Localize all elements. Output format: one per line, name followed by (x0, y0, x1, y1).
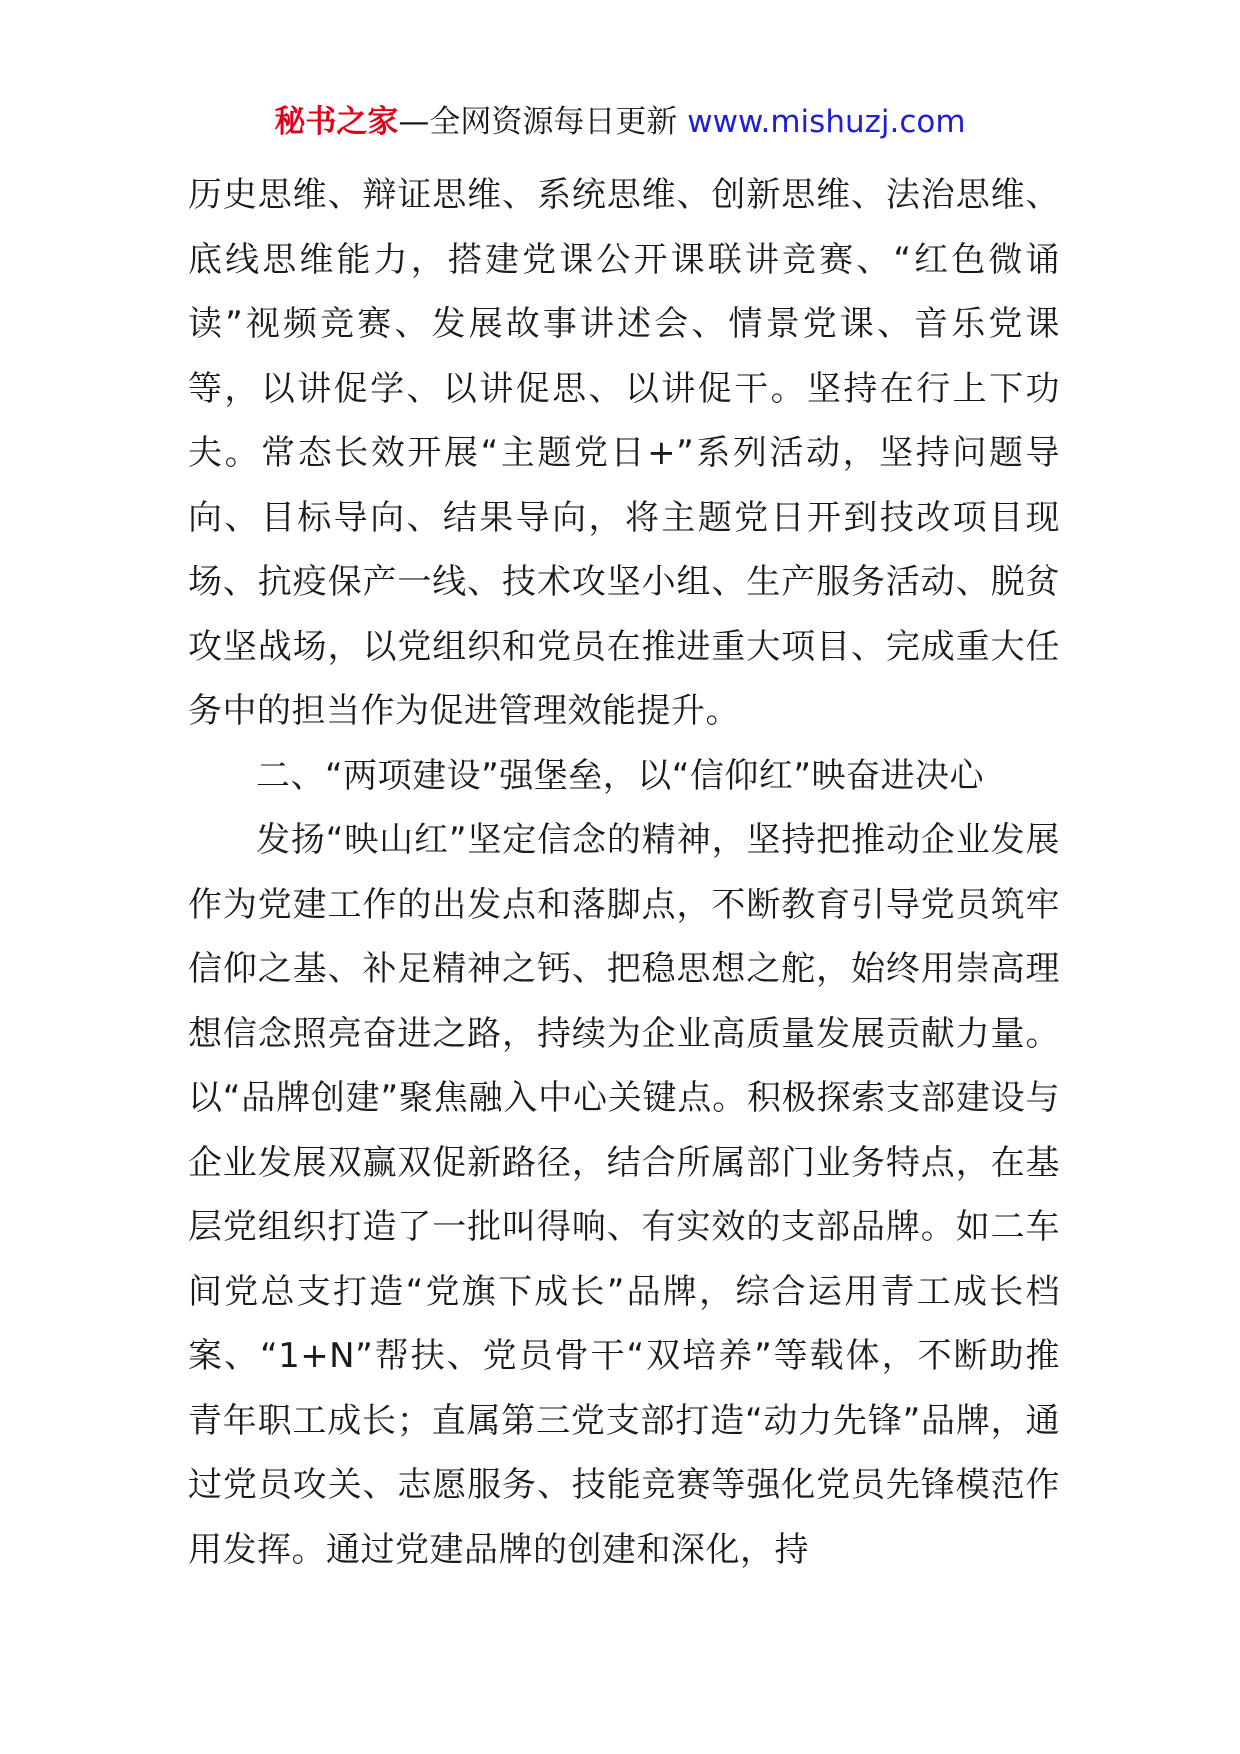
site-brand: 秘书之家 (274, 104, 399, 140)
site-url[interactable]: www.mishuzj.com (687, 104, 966, 140)
page-header (0, 102, 1240, 142)
document-body (188, 163, 1060, 1582)
body-paragraph: 历史思维、辩证思维、系统思维、创新思维、法治思维、底线思维能力，搭建党课公开课联讲竞赛、“红色微诵读”视频竞赛、发展故事讲述会、情景党课、音乐党课等，以讲促学、以讲促思、以讲促干。坚持在行上下功夫。常态长效开展“主题党日+”系列活动，坚持问题导向、目标导向、结果导向，将主题党日开到技改项目现场、抗疫保产一线、技术攻坚小组、生产服务活动、脱贫攻坚战场，以党组织和党员在推进重大项目、完成重大任务中的担当作为促进管理效能提升。 (188, 175, 1060, 731)
body-paragraph: 发扬“映山红”坚定信念的精神，坚持把推动企业发展作为党建工作的出发点和落脚点，不断教育引导党员筑牢信仰之基、补足精神之钙、把稳思想之舵，始终用崇高理想信念照亮奋进之路，持续为企业高质量发展贡献力量。以“品牌创建”聚焦融入中心关键点。积极探索支部建设与企业发展双赢双促新路径，结合所属部门业务特点，在基层党组织打造了一批叫得响、有实效的支部品牌。如二车间党总支打造“党旗下成长”品牌，综合运用青工成长档案、“1+N”帮扶、党员骨干“双培养”等载体，不断助推青年职工成长；直属第三党支部打造“动力先锋”品牌，通过党员攻关、志愿服务、技能竞赛等强化党员先锋模范作用发挥。通过党建品牌的创建和深化，持 (188, 820, 1060, 1570)
site-slogan: —全网资源每日更新 (398, 104, 678, 140)
section-heading: 二、“两项建设”强堡垒，以“信仰红”映奋进决心 (256, 755, 984, 796)
